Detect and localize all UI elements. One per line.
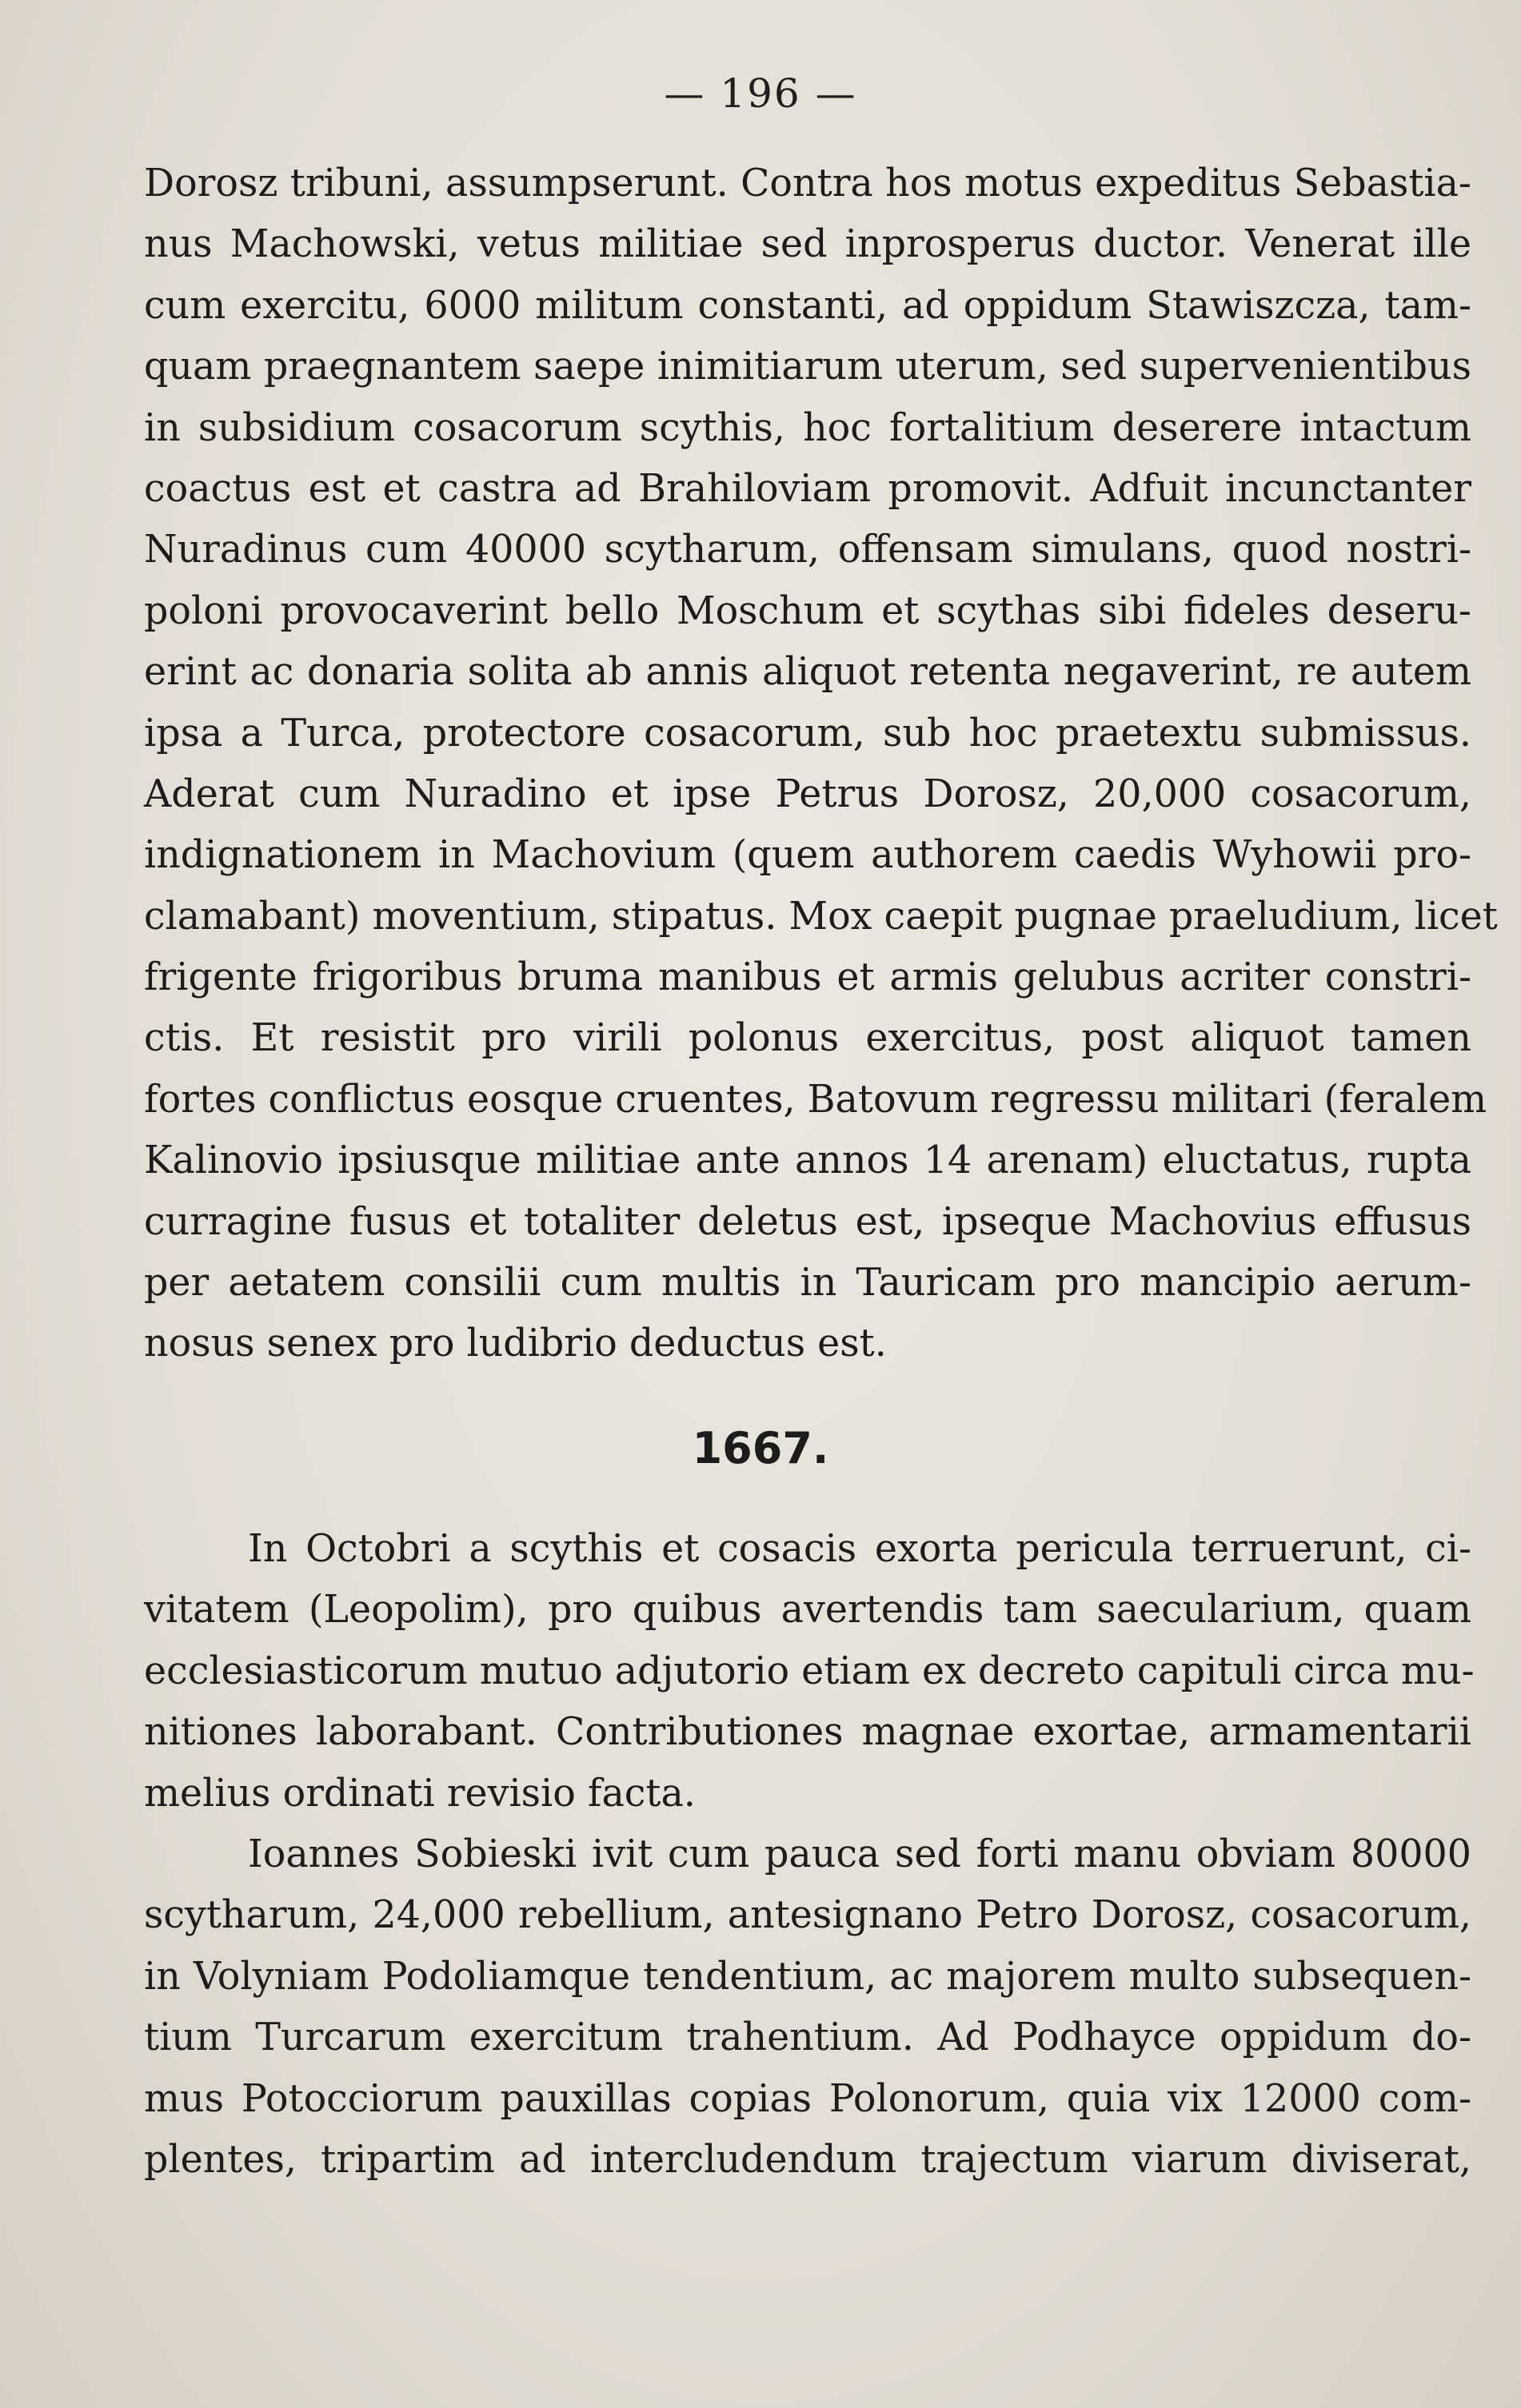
paragraph-first-line: In Octobri a scythis et cosacis exorta pericula terruerunt, ci- xyxy=(248,1527,1471,1571)
text-line: ctis. Et resistit pro virili polonus exercitus, post aliquot tamen xyxy=(144,1016,1471,1061)
text-line: coactus est et castra ad Brahiloviam promovit. Adfuit incunctanter xyxy=(144,466,1471,511)
text-line: nus Machowski, vetus militiae sed inprosperus ductor. Venerat ille xyxy=(144,222,1471,267)
text-line: quam praegnantem saepe inimitiarum uterum, sed supervenientibus xyxy=(144,345,1471,389)
text-line: vitatem (Leopolim), pro quibus avertendis tam saecularium, quam xyxy=(144,1588,1471,1633)
text-line: melius ordinati revisio facta. xyxy=(144,1771,696,1816)
text-line: nosus senex pro ludibrio deductus est. xyxy=(144,1322,887,1366)
text-line: nitiones laborabant. Contributiones magnae exortae, armamentarii xyxy=(144,1710,1471,1755)
text-line: ecclesiasticorum mutuo adjutorio etiam ex decreto capituli circa mu- xyxy=(144,1649,1475,1693)
text-line: cum exercitu, 6000 militum constanti, ad oppidum Stawiszcza, tam- xyxy=(144,283,1471,328)
text-line: Dorosz tribuni, assumpserunt. Contra hos motus expeditus Sebastia- xyxy=(144,161,1471,205)
text-line: scytharum, 24,000 rebellium, antesignano Petro Dorosz, cosacorum, xyxy=(144,1893,1471,1938)
text-line: frigente frigoribus bruma manibus et armis gelubus acriter constri- xyxy=(144,955,1471,1000)
text-line: indignationem in Machovium (quem authorem caedis Wyhowii pro- xyxy=(144,833,1471,878)
text-line: clamabant) moventium, stipatus. Mox caepit pugnae praeludium, licet xyxy=(144,894,1498,939)
text-line: in Volyniam Podoliamque tendentium, ac majorem multo subsequen- xyxy=(144,1954,1471,1999)
text-line: Kalinovio ipsiusque militiae ante annos 14 arenam) eluctatus, rupta xyxy=(144,1138,1471,1183)
text-line: curragine fusus et totaliter deletus est, ipseque Machovius effusus xyxy=(144,1199,1471,1244)
text-line: Aderat cum Nuradino et ipse Petrus Dorosz, 20,000 cosacorum, xyxy=(144,771,1471,816)
text-section-2 xyxy=(144,1519,1475,2191)
text-line: fortes conflictus eosque cruentes, Batovum regressu militari (feralem xyxy=(144,1077,1487,1122)
text-line: ipsa a Turca, protectore cosacorum, sub hoc praetextu submissus. xyxy=(144,711,1471,755)
text-line: Nuradinus cum 40000 scytharum, offensam simulans, quod nostri- xyxy=(144,528,1471,572)
page-number: — 196 — xyxy=(664,70,857,117)
text-line: per aetatem consilii cum multis in Tauricam pro mancipio aerum- xyxy=(144,1261,1471,1306)
text-line: in subsidium cosacorum scythis, hoc fortalitium deserere intactum xyxy=(144,405,1471,450)
text-line: poloni provocaverint bello Moschum et scythas sibi fideles deseru- xyxy=(144,588,1471,633)
text-line: plentes, tripartim ad intercludendum trajectum viarum diviserat, xyxy=(144,2137,1471,2182)
text-line: mus Potocciorum pauxillas copias Polonorum, quia vix 12000 com- xyxy=(144,2076,1471,2121)
text-line: tium Turcarum exercitum trahentium. Ad Podhayce oppidum do- xyxy=(144,2015,1471,2060)
paragraph-first-line: Ioannes Sobieski ivit cum pauca sed forti manu obviam 80000 xyxy=(248,1832,1471,1876)
text-section-1 xyxy=(144,153,1498,1375)
text-line: erint ac donaria solita ab annis aliquot retenta negaverint, re autem xyxy=(144,650,1471,695)
year-heading: 1667. xyxy=(692,1423,829,1473)
